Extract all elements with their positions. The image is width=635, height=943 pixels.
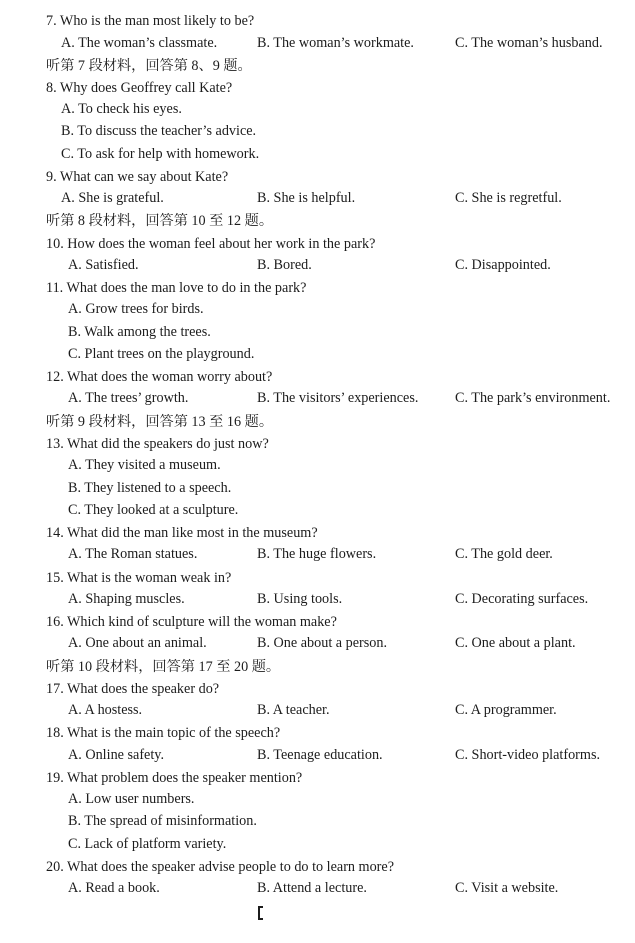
question-15-stem: 15. What is the woman weak in? xyxy=(46,570,232,586)
question-20-option-b: B. Attend a lecture. xyxy=(257,880,367,896)
question-9-option-b: B. She is helpful. xyxy=(257,190,356,206)
question-20-stem: 20. What does the speaker advise people to do to learn more? xyxy=(46,859,395,875)
question-17-option-a: A. A hostess. xyxy=(68,702,143,718)
section-heading-9: 听第 9 段材料，回答第 13 至 16 题。 xyxy=(46,414,274,430)
question-16-stem: 16. Which kind of sculpture will the woman make? xyxy=(46,614,337,630)
question-11-option-b: B. Walk among the trees. xyxy=(68,324,211,340)
question-10-stem: 10. How does the woman feel about her work in the park? xyxy=(46,236,376,252)
question-9-stem: 9. What can we say about Kate? xyxy=(46,169,229,185)
page-footer-bracket-icon xyxy=(256,906,266,920)
section-heading-7: 听第 7 段材料，回答第 8、9 题。 xyxy=(46,58,252,74)
question-7-option-b: B. The woman’s workmate. xyxy=(257,35,414,51)
question-13-option-a: A. They visited a museum. xyxy=(68,457,221,473)
question-12-option-a: A. The trees’ growth. xyxy=(68,390,189,406)
question-16-option-a: A. One about an animal. xyxy=(68,635,207,651)
question-15-option-a: A. Shaping muscles. xyxy=(68,591,185,607)
question-19-option-c: C. Lack of platform variety. xyxy=(68,836,227,852)
question-8-option-c: C. To ask for help with homework. xyxy=(61,146,260,162)
question-12-stem: 12. What does the woman worry about? xyxy=(46,369,273,385)
question-14-option-c: C. The gold deer. xyxy=(455,546,553,562)
question-7-option-a: A. The woman’s classmate. xyxy=(61,35,218,51)
question-15-option-c: C. Decorating surfaces. xyxy=(455,591,589,607)
question-11-option-a: A. Grow trees for birds. xyxy=(68,301,204,317)
question-17-stem: 17. What does the speaker do? xyxy=(46,681,220,697)
section-heading-10: 听第 10 段材料，回答第 17 至 20 题。 xyxy=(46,659,281,675)
question-19-option-b: B. The spread of misinformation. xyxy=(68,813,257,829)
question-16-option-c: C. One about a plant. xyxy=(455,635,576,651)
question-12-option-b: B. The visitors’ experiences. xyxy=(257,390,419,406)
question-13-stem: 13. What did the speakers do just now? xyxy=(46,436,269,452)
question-18-stem: 18. What is the main topic of the speech? xyxy=(46,725,281,741)
question-17-option-b: B. A teacher. xyxy=(257,702,330,718)
question-9-option-c: C. She is regretful. xyxy=(455,190,562,206)
question-12-option-c: C. The park’s environment. xyxy=(455,390,611,406)
question-18-option-a: A. Online safety. xyxy=(68,747,165,763)
question-10-option-c: C. Disappointed. xyxy=(455,257,551,273)
question-7-option-c: C. The woman’s husband. xyxy=(455,35,603,51)
question-18-option-b: B. Teenage education. xyxy=(257,747,383,763)
question-13-option-b: B. They listened to a speech. xyxy=(68,480,232,496)
question-11-stem: 11. What does the man love to do in the park? xyxy=(46,280,307,296)
question-10-option-b: B. Bored. xyxy=(257,257,312,273)
question-14-option-b: B. The huge flowers. xyxy=(257,546,377,562)
question-8-stem: 8. Why does Geoffrey call Kate? xyxy=(46,80,233,96)
question-14-stem: 14. What did the man like most in the museum? xyxy=(46,525,318,541)
question-16-option-b: B. One about a person. xyxy=(257,635,388,651)
question-19-option-a: A. Low user numbers. xyxy=(68,791,195,807)
question-19-stem: 19. What problem does the speaker mention? xyxy=(46,770,303,786)
question-8-option-b: B. To discuss the teacher’s advice. xyxy=(61,123,257,139)
question-10-option-a: A. Satisfied. xyxy=(68,257,139,273)
question-9-option-a: A. She is grateful. xyxy=(61,190,164,206)
question-17-option-c: C. A programmer. xyxy=(455,702,557,718)
question-14-option-a: A. The Roman statues. xyxy=(68,546,198,562)
question-20-option-c: C. Visit a website. xyxy=(455,880,559,896)
question-8-option-a: A. To check his eyes. xyxy=(61,101,182,117)
question-18-option-c: C. Short-video platforms. xyxy=(455,747,601,763)
section-heading-8: 听第 8 段材料，回答第 10 至 12 题。 xyxy=(46,213,274,229)
question-7-stem: 7. Who is the man most likely to be? xyxy=(46,13,255,29)
question-15-option-b: B. Using tools. xyxy=(257,591,343,607)
question-20-option-a: A. Read a book. xyxy=(68,880,160,896)
question-13-option-c: C. They looked at a sculpture. xyxy=(68,502,239,518)
question-11-option-c: C. Plant trees on the playground. xyxy=(68,346,255,362)
